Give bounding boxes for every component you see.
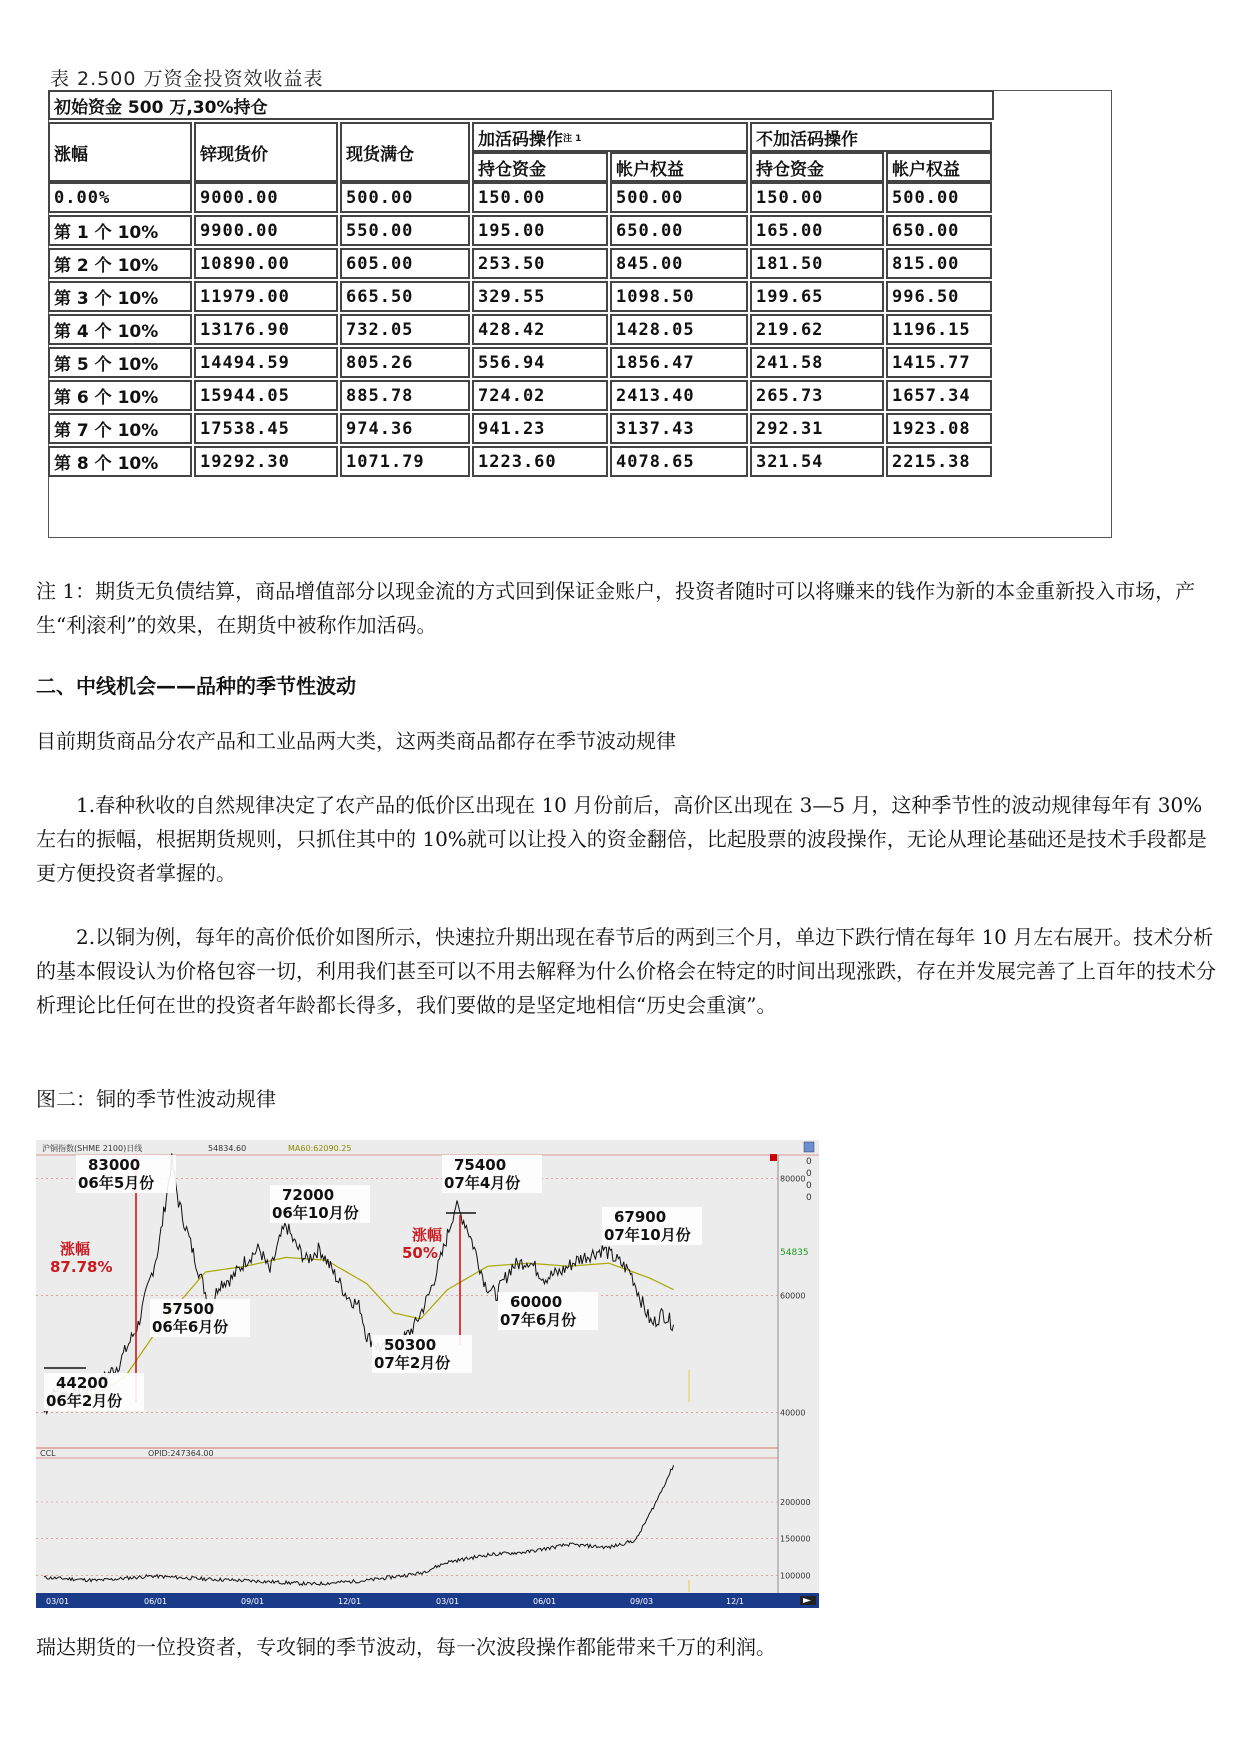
- annotation-label: 06年2月份: [46, 1392, 123, 1410]
- table-cell-text: 885.78: [346, 385, 414, 406]
- annotation-label: 72000: [282, 1186, 335, 1204]
- annotation-label: 67900: [614, 1208, 667, 1226]
- table-cell-text: 1923.08: [892, 418, 971, 439]
- y-tick-label: 40000: [780, 1408, 806, 1418]
- table-cell: [886, 413, 992, 444]
- table-cell: [194, 248, 338, 279]
- right-zero: 0: [806, 1157, 812, 1167]
- table-cell-text: 2215.38: [892, 451, 971, 472]
- table-row-label: [48, 215, 192, 246]
- annotation-label: 60000: [510, 1293, 563, 1311]
- table-cell-text: 第 1 个 10%: [54, 223, 159, 243]
- table-cell: [610, 380, 748, 411]
- annotation-label: 06年6月份: [152, 1318, 229, 1336]
- sub-chart-label: CCL: [40, 1449, 56, 1458]
- annotation-label: 44200: [56, 1374, 109, 1392]
- chart-ma-label: MA60:62090.25: [288, 1144, 352, 1153]
- table-cell-text: 805.26: [346, 352, 414, 373]
- table-cell-text: 9000.00: [200, 187, 279, 208]
- table-cell: [750, 215, 884, 246]
- table-cell-text: 11979.00: [200, 286, 290, 307]
- table-cell-text: 428.42: [478, 319, 546, 340]
- table-cell-text: 724.02: [478, 385, 546, 406]
- table-cell-text: 第 3 个 10%: [54, 289, 159, 309]
- header-zinc-spot-price: [194, 122, 338, 182]
- table-cell-text: 845.00: [616, 253, 684, 274]
- table-cell-text: 4078.65: [616, 451, 695, 472]
- table-row-label: [48, 380, 192, 411]
- sub-y-tick-label: 200000: [780, 1498, 811, 1507]
- table-cell-text: 第 8 个 10%: [54, 454, 159, 474]
- sub-y-tick-label: 150000: [780, 1534, 811, 1544]
- table-cell-text: 329.55: [478, 286, 546, 307]
- table-cell-text: 165.00: [756, 220, 824, 241]
- table-cell: [340, 281, 470, 312]
- table-cell: [472, 314, 608, 345]
- table-cell: [886, 347, 992, 378]
- subheader-1: [610, 152, 748, 182]
- table-cell-text: 15944.05: [200, 385, 290, 406]
- table-cell: [472, 281, 608, 312]
- subheader-3-text: 帐户权益: [892, 159, 960, 180]
- table-cell: [886, 446, 992, 477]
- table-cell: [340, 347, 470, 378]
- closing-paragraph: 瑞达期货的一位投资者，专攻铜的季节波动，每一次波段操作都能带来千万的利润。: [36, 1635, 776, 1659]
- x-tick-label: 06/01: [533, 1597, 557, 1606]
- table-cell: [340, 413, 470, 444]
- table-cell: [610, 413, 748, 444]
- table-cell: [886, 248, 992, 279]
- gain-label: 涨幅: [60, 1240, 91, 1258]
- table-cell: [194, 182, 338, 213]
- table-cell: [886, 215, 992, 246]
- annotation-label: 07年10月份: [604, 1226, 691, 1244]
- table-cell: [750, 446, 884, 477]
- table-cell-text: 815.00: [892, 253, 960, 274]
- table-cell-text: 500.00: [616, 187, 684, 208]
- table-cell-text: 14494.59: [200, 352, 290, 373]
- header-spot-full-position: [340, 122, 470, 182]
- table-cell-text: 150.00: [478, 187, 546, 208]
- annotation-label: 07年6月份: [500, 1311, 577, 1329]
- table-cell-text: 10890.00: [200, 253, 290, 274]
- annotation-label: 07年2月份: [374, 1354, 451, 1372]
- header-with-compounding: [472, 122, 748, 152]
- table-cell-text: 150.00: [756, 187, 824, 208]
- table-cell-text: 第 7 个 10%: [54, 421, 159, 441]
- table-cell: [750, 347, 884, 378]
- table-cell: [610, 215, 748, 246]
- x-tick-label: 09/01: [241, 1597, 265, 1606]
- table-cell-text: 195.00: [478, 220, 546, 241]
- x-tick-label: 06/01: [144, 1597, 168, 1606]
- subheader-0: [472, 152, 608, 182]
- table-cell: [340, 314, 470, 345]
- table-row-label: [48, 446, 192, 477]
- table-cell: [194, 281, 338, 312]
- table-cell: [194, 413, 338, 444]
- chart-corner-icon[interactable]: [804, 1142, 814, 1152]
- sub-y-tick-label: 100000: [780, 1571, 811, 1581]
- annotation-label: 07年4月份: [444, 1174, 521, 1192]
- table-cell-text: 941.23: [478, 418, 546, 439]
- table-row-label: [48, 281, 192, 312]
- x-tick-label: 09/03: [630, 1597, 654, 1606]
- table-cell-text: 13176.90: [200, 319, 290, 340]
- header-without-compounding-text: 不加活码操作: [756, 129, 858, 150]
- table-cell-text: 605.00: [346, 253, 414, 274]
- table-cell-text: 241.58: [756, 352, 824, 373]
- table-cell-text: 292.31: [756, 418, 824, 439]
- table-cell: [750, 314, 884, 345]
- table-cell: [340, 248, 470, 279]
- table-cell-text: 500.00: [346, 187, 414, 208]
- table-cell: [886, 380, 992, 411]
- table-cell-text: 1196.15: [892, 319, 971, 340]
- table-cell: [194, 215, 338, 246]
- gain-label: 50%: [402, 1244, 438, 1262]
- table-cell-text: 665.50: [346, 286, 414, 307]
- annotation-label: 50300: [384, 1336, 437, 1354]
- table-cell-text: 1098.50: [616, 286, 695, 307]
- table-row-label: [48, 347, 192, 378]
- table-cell-text: 第 6 个 10%: [54, 388, 159, 408]
- table-cell-text: 0.00%: [54, 187, 111, 208]
- table-cell: [194, 347, 338, 378]
- table-cell: [750, 380, 884, 411]
- table-cell: [610, 314, 748, 345]
- table-row-label: [48, 182, 192, 213]
- table-cell-text: 556.94: [478, 352, 546, 373]
- table-cell: [194, 380, 338, 411]
- table-cell-text: 550.00: [346, 220, 414, 241]
- header-spot-full-position-text: 现货满仓: [346, 144, 414, 165]
- table-cell-text: 3137.43: [616, 418, 695, 439]
- table-cell: [610, 281, 748, 312]
- table-merged-header-text: 初始资金 500 万,30%持仓: [54, 97, 268, 118]
- table-cell-text: 1415.77: [892, 352, 971, 373]
- gain-label: 87.78%: [50, 1258, 113, 1276]
- right-zero: 0: [806, 1181, 812, 1191]
- subheader-0-text: 持仓资金: [478, 159, 546, 180]
- header-gain: [48, 122, 192, 182]
- table-cell: [194, 314, 338, 345]
- header-zinc-spot-price-text: 锌现货价: [200, 144, 268, 165]
- sub-indicator-label: OPID:247364.00: [148, 1449, 214, 1458]
- annotation-label: 83000: [88, 1156, 141, 1174]
- table-cell-text: 1223.60: [478, 451, 557, 472]
- note-superscript: 注 1: [563, 133, 582, 144]
- table-cell: [340, 380, 470, 411]
- table-cell: [610, 347, 748, 378]
- table-cell: [194, 446, 338, 477]
- table-cell: [610, 446, 748, 477]
- table-cell: [472, 446, 608, 477]
- annotation-label: 75400: [454, 1156, 507, 1174]
- table-cell: [472, 248, 608, 279]
- header-gain-text: 涨幅: [54, 144, 88, 165]
- right-zero: 0: [806, 1193, 812, 1203]
- annotation-label: 06年10月份: [272, 1204, 359, 1222]
- table-cell-text: 253.50: [478, 253, 546, 274]
- table-cell-text: 219.62: [756, 319, 824, 340]
- table-cell-text: 第 5 个 10%: [54, 355, 159, 375]
- table-cell-text: 9900.00: [200, 220, 279, 241]
- table-cell: [340, 215, 470, 246]
- table-cell-text: 181.50: [756, 253, 824, 274]
- table-cell-text: 1657.34: [892, 385, 971, 406]
- table-cell-text: 199.65: [756, 286, 824, 307]
- table-cell: [472, 182, 608, 213]
- annotation-label: 57500: [162, 1300, 215, 1318]
- subheader-3: [886, 152, 992, 182]
- annotation-label: 06年5月份: [78, 1174, 155, 1192]
- copper-price-chart: [36, 1140, 819, 1608]
- section-heading: 二、中线机会——品种的季节性波动: [36, 674, 356, 698]
- table-row-label: [48, 248, 192, 279]
- right-zero: 0: [806, 1169, 812, 1179]
- table-cell-text: 650.00: [616, 220, 684, 241]
- table-cell: [886, 314, 992, 345]
- table-cell-text: 19292.30: [200, 451, 290, 472]
- table-cell: [750, 182, 884, 213]
- x-tick-label: 12/1: [726, 1597, 744, 1606]
- table-cell: [750, 281, 884, 312]
- table-cell-text: 17538.45: [200, 418, 290, 439]
- y-tick-label: 60000: [780, 1291, 806, 1301]
- table-cell: [750, 248, 884, 279]
- x-tick-label: 12/01: [338, 1597, 362, 1606]
- gain-label: 涨幅: [412, 1226, 443, 1244]
- header-without-compounding: [750, 122, 992, 152]
- y-tick-label: 80000: [780, 1174, 806, 1184]
- table-row-label: [48, 314, 192, 345]
- chart-title: 沪铜指数(SHME 2100)日线: [42, 1144, 143, 1153]
- table-cell: [340, 182, 470, 213]
- table-cell-text: 2413.40: [616, 385, 695, 406]
- table-cell: [472, 215, 608, 246]
- table-cell-text: 500.00: [892, 187, 960, 208]
- table-cell-text: 321.54: [756, 451, 824, 472]
- table-cell-text: 1428.05: [616, 319, 695, 340]
- intro-paragraph: 目前期货商品分农产品和工业品两大类，这两类商品都存在季节波动规律: [36, 729, 676, 753]
- note-1: 注 1：期货无负债结算，商品增值部分以现金流的方式回到保证金账户，投资者随时可以将赚来的钱作为新的本金重新投入市场，产生“利滚利”的效果，在期货中被称作加活码。: [36, 579, 1196, 637]
- table-cell-text: 第 4 个 10%: [54, 322, 159, 342]
- table-cell-text: 1856.47: [616, 352, 695, 373]
- table-cell: [750, 413, 884, 444]
- table-cell: [472, 347, 608, 378]
- table-cell-text: 650.00: [892, 220, 960, 241]
- x-tick-label: 03/01: [46, 1597, 70, 1606]
- chart-svg: [36, 1140, 819, 1608]
- table-cell-text: 996.50: [892, 286, 960, 307]
- table-cell: [886, 182, 992, 213]
- table-cell-text: 第 2 个 10%: [54, 256, 159, 276]
- table-cell: [886, 281, 992, 312]
- current-value-label: 54835: [780, 1248, 809, 1258]
- table-cell: [340, 446, 470, 477]
- subheader-2: [750, 152, 884, 182]
- x-tick-label: 03/01: [436, 1597, 460, 1606]
- chart-header-value: 54834.60: [208, 1144, 247, 1153]
- table-cell: [610, 248, 748, 279]
- table-cell: [610, 182, 748, 213]
- table-cell-text: 1071.79: [346, 451, 425, 472]
- table-cell-text: 974.36: [346, 418, 414, 439]
- subheader-1-text: 帐户权益: [616, 159, 684, 180]
- figure-caption: 图二：铜的季节性波动规律: [36, 1087, 276, 1111]
- subheader-2-text: 持仓资金: [756, 159, 824, 180]
- table-cell-text: 265.73: [756, 385, 824, 406]
- table-merged-header: [48, 90, 994, 120]
- header-with-compounding-text: 加活码操作: [478, 129, 563, 150]
- point-1-paragraph: 1.春种秋收的自然规律决定了农产品的低价区出现在 10 月份前后，高价区出现在 3—5 月，这种季节性的波动规律每年有 30%左右的振幅，根据期货规则，只抓住其中的 10%就可以让投入的资金翻倍，比起股票的波段操作，无论从理论基础还是技术手段都是更方便投资者掌握的。: [36, 793, 1207, 885]
- table-cell: [472, 413, 608, 444]
- point-2-paragraph: 2.以铜为例，每年的高价低价如图所示，快速拉升期出现在春节后的两到三个月，单边下跌行情在每年 10 月左右展开。技术分析的基本假设认为价格包容一切，利用我们甚至可以不用去解释为什么价格会在特定的时间出现涨跌，存在并发展完善了上百年的技术分析理论比任何在世的投资者年龄都长得多，我们要做的是坚定地相信“历史会重演”。: [36, 925, 1216, 1017]
- table-cell: [472, 380, 608, 411]
- table-cell-text: 732.05: [346, 319, 414, 340]
- table-row-label: [48, 413, 192, 444]
- table-caption: 表 2.500 万资金投资效收益表: [50, 68, 324, 90]
